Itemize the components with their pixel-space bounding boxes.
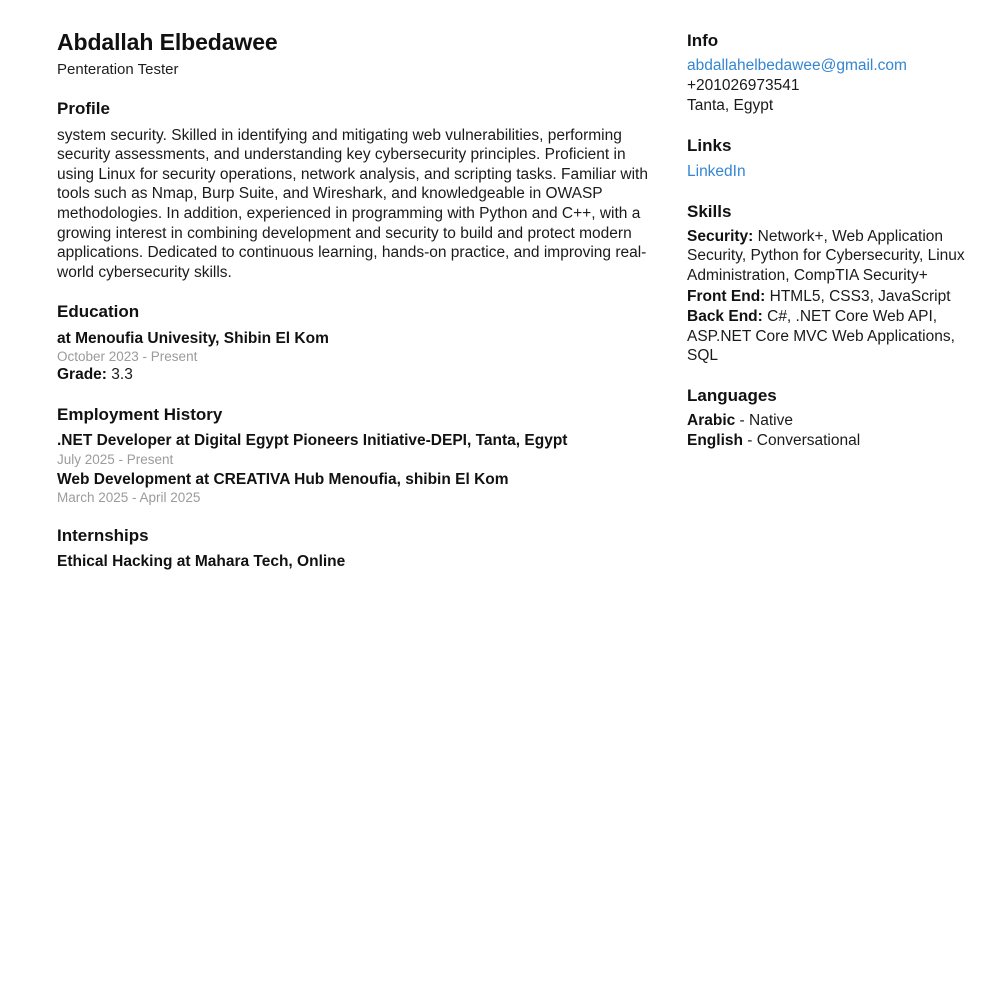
skill-group-front-end [687,287,977,307]
header-block [57,30,653,79]
section-internships [57,525,653,572]
language-label: Arabic [687,412,736,430]
candidate-name: Abdallah Elbedawee [57,29,278,55]
section-employment-history [57,404,653,506]
language-english [687,431,977,451]
skill-group-value: Network+, Web Application Security, Python for Cybersecurity, Linux Administration, CompTIA Security+ [687,227,965,284]
section-info [687,30,977,116]
grade-value: 3.3 [106,366,133,384]
skill-group-back-end [687,307,977,366]
profile-heading: Profile [57,99,110,119]
skills-heading: Skills [687,201,732,221]
side-column [687,30,977,451]
profile-text: system security. Skilled in identifying and mitigating web vulnerabilities, performing security assessments, and understanding key cybersecurity principles. Proficient in using Linux for security operations, network analysis, and scripting tasks. Familiar with tools such as Nmap, Burp Suite, and Wireshark, and knowledgeable in OWASP methodologies. In addition, experienced in programming with Python and C++, with a growing interest in combining development and security to build and protect modern applications. Dedicated to continuous learning, hands-on practice, and improving real-world cybersecurity skills. [57,126,653,281]
candidate-job-title: Penteration Tester [57,61,179,79]
section-links [687,135,977,181]
employment-entry-date: March 2025 - April 2025 [57,490,201,506]
info-heading: Info [687,31,719,50]
education-entry-date: October 2023 - Present [57,349,198,365]
links-heading: Links [687,136,732,156]
employment-entry-date: July 2025 - Present [57,451,174,467]
section-skills [687,201,977,366]
skill-group-label: Back End: [687,308,763,326]
section-profile [57,98,653,282]
skill-group-label: Front End: [687,287,766,305]
education-entry-title: at Menoufia Univesity, Shibin El Kom [57,329,329,347]
phone-number: +201026973541 [687,77,800,95]
section-education [57,301,653,384]
language-arabic [687,411,977,431]
skill-group-label: Security: [687,227,754,245]
internship-entry [57,552,653,572]
section-languages [687,385,977,451]
education-entry [57,329,653,385]
skill-group-value: HTML5, CSS3, JavaScript [765,287,951,305]
linkedin-link[interactable]: LinkedIn [687,162,746,180]
employment-entry-title: Web Development at CREATIVA Hub Menoufia, shibin El Kom [57,470,509,488]
skill-group-security [687,227,977,286]
education-entry-grade [57,365,653,385]
education-heading: Education [57,302,140,322]
employment-entry [57,470,653,507]
grade-label: Grade: [57,366,107,384]
main-column [57,30,653,574]
internship-entry-title: Ethical Hacking at Mahara Tech, Online [57,553,346,571]
language-level: - Conversational [742,432,861,450]
language-label: English [687,432,743,450]
employment-entry [57,431,653,468]
employment-heading: Employment History [57,404,223,424]
employment-entry-title: .NET Developer at Digital Egypt Pioneers Initiative-DEPI, Tanta, Egypt [57,431,568,449]
languages-heading: Languages [687,385,777,405]
skill-group-value: C#, .NET Core Web API, ASP.NET Core MVC Web Applications, SQL [687,308,955,365]
email-link[interactable]: abdallahelbedawee@gmail.com [687,57,907,75]
internships-heading: Internships [57,526,149,546]
language-level: - Native [735,412,793,430]
location: Tanta, Egypt [687,97,774,115]
